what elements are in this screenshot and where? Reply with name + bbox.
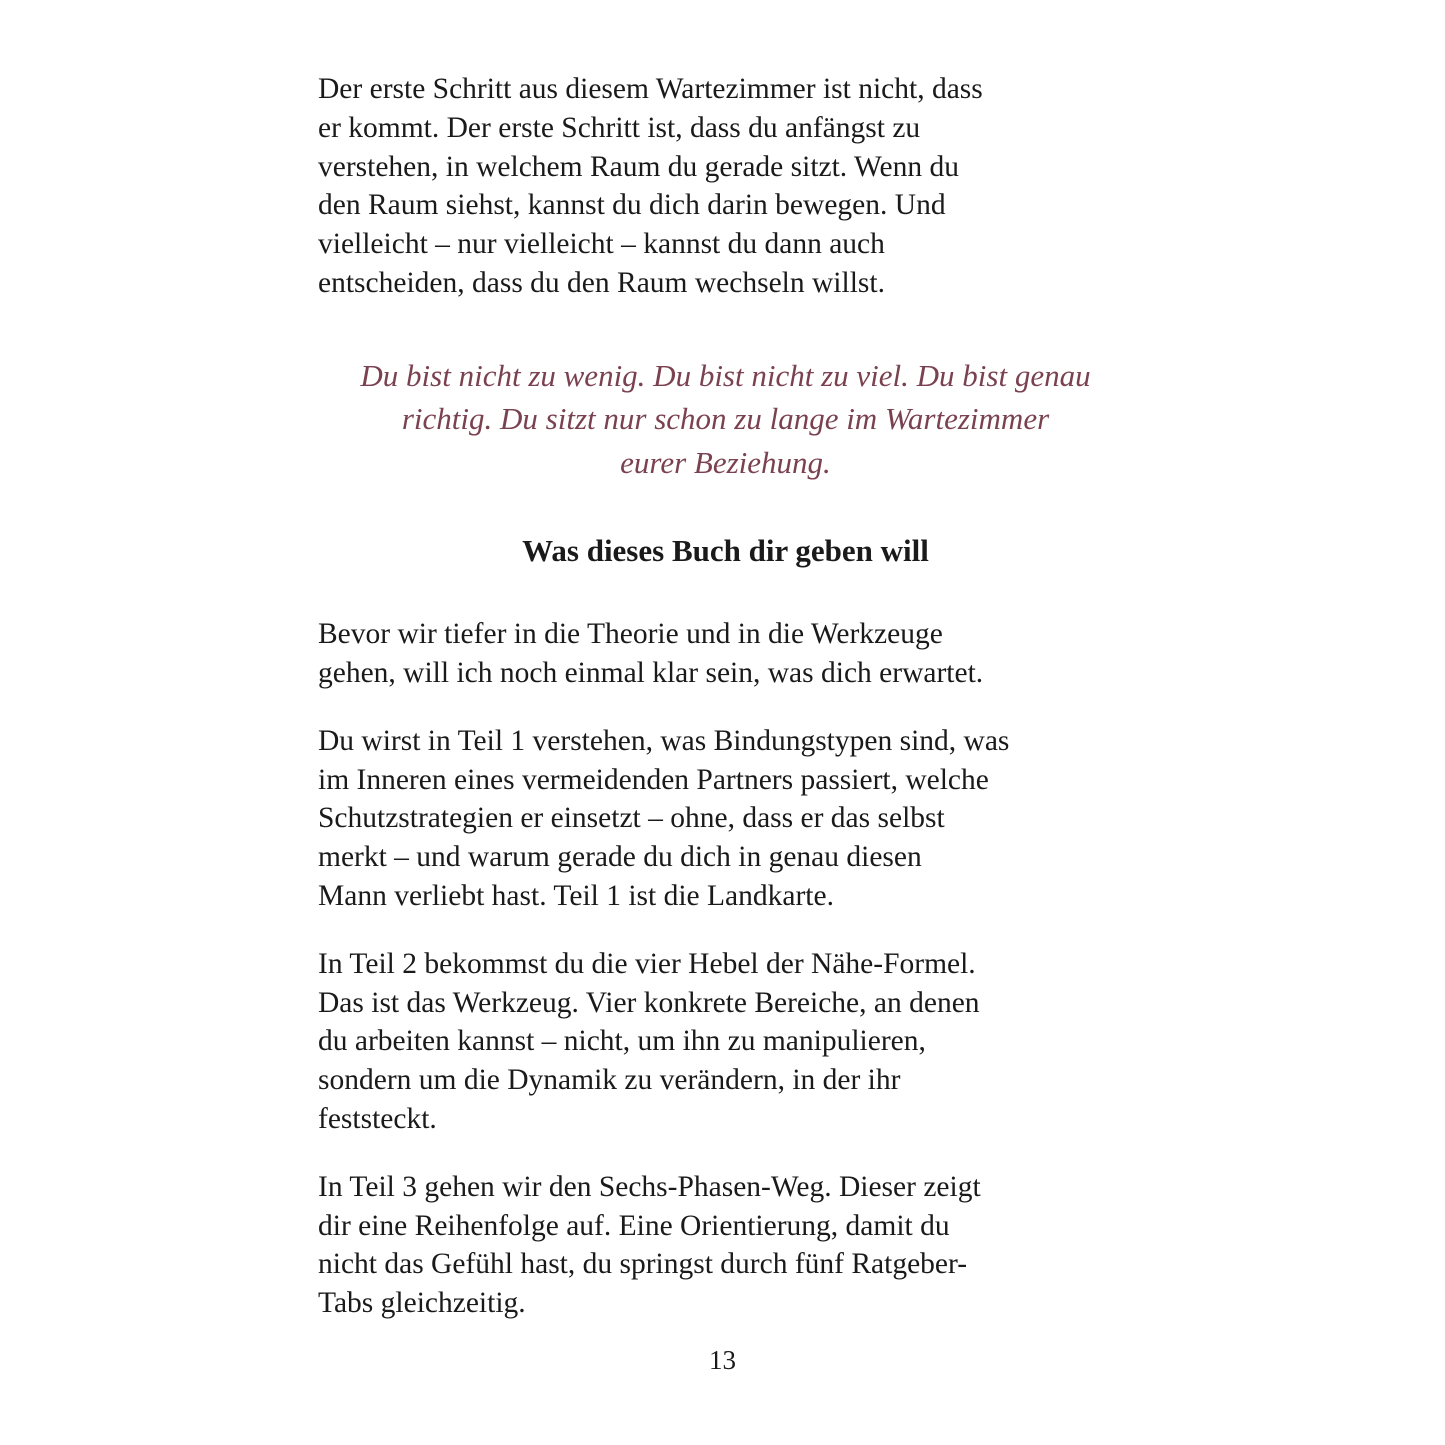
- pull-quote: Du bist nicht zu wenig. Du bist nicht zu viel. Du bist genau richtig. Du sitzt nur schon zu lange im Wartezimmer eurer Beziehung.: [360, 357, 1091, 480]
- book-page: [318, 70, 1133, 1323]
- paragraph-intro: Der erste Schritt aus diesem Wartezimmer ist nicht, dass er kommt. Der erste Schritt ist, dass du anfängst zu verstehen, in welchem Raum du gerade sitzt. Wenn du den Raum siehst, kannst du dich darin bewegen. Und vielleicht – nur vielleicht – kannst du dann auch entscheiden, dass du den Raum wechseln willst.: [318, 73, 983, 299]
- section-heading: Was dieses Buch dir geben will: [522, 533, 929, 569]
- paragraph-4: In Teil 3 gehen wir den Sechs-Phasen-Weg. Dieser zeigt dir eine Reihenfolge auf. Eine Orientierung, damit du nicht das Gefühl hast, du springst durch fünf Ratgeber- Tabs gleichzeitig.: [318, 1170, 981, 1320]
- page-number: 13: [709, 1345, 736, 1375]
- paragraph-1: Bevor wir tiefer in die Theorie und in die Werkzeuge gehen, will ich noch einmal klar sein, was dich erwartet.: [318, 618, 984, 690]
- paragraph-2: Du wirst in Teil 1 verstehen, was Bindungstypen sind, was im Inneren eines vermeidenden Partners passiert, welche Schutzstrategien er einsetzt – ohne, dass er das selbst merkt – und warum gerade du dich in genau diesen Mann verliebt hast. Teil 1 ist die Landkarte.: [318, 724, 1010, 913]
- paragraph-3: In Teil 2 bekommst du die vier Hebel der Nähe-Formel. Das ist das Werkzeug. Vier konkrete Bereiche, an denen du arbeiten kannst – nicht, um ihn zu manipulieren, sondern um die Dynamik zu verändern, in der ihr feststeckt.: [318, 947, 980, 1136]
